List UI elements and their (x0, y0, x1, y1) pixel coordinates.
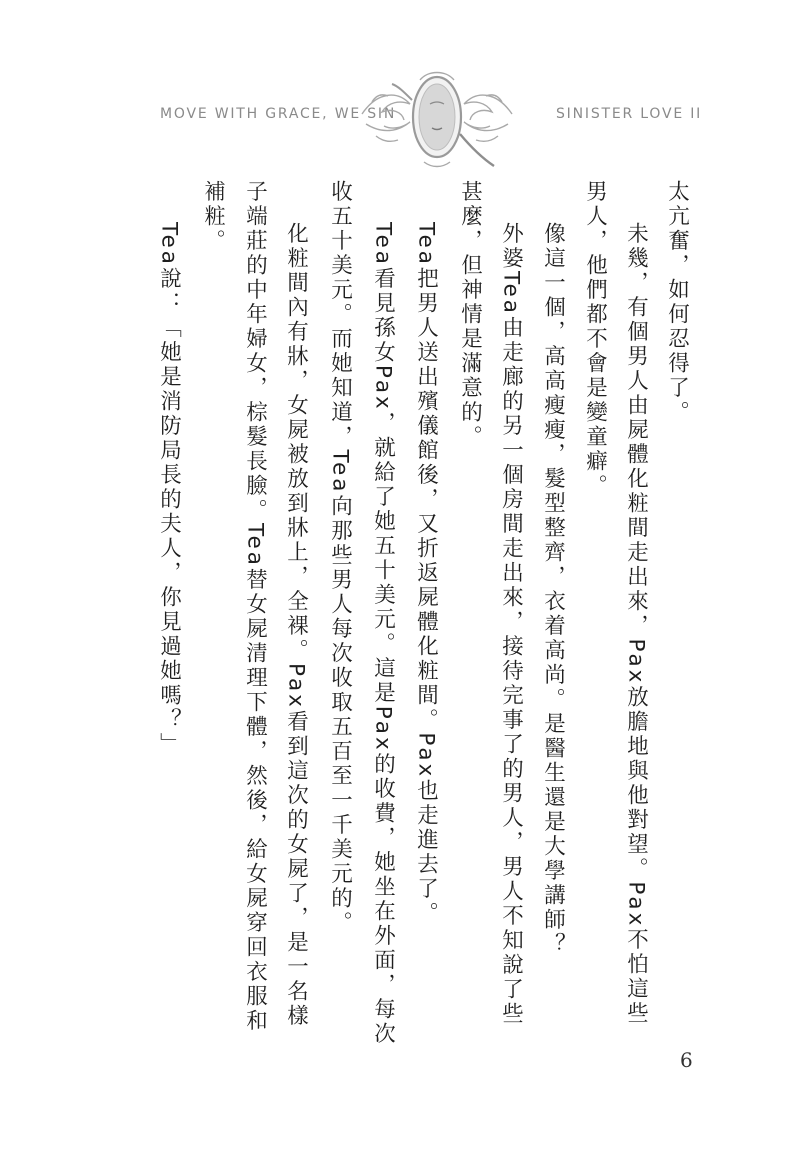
ornament-illustration (352, 62, 522, 172)
text-column: 補粧。 (200, 180, 226, 254)
text-column: 化粧間內有牀，女屍被放到牀上，全裸。Pax看到這次的女屍了，是一名樣 (283, 222, 309, 1029)
running-header-left: MOVE WITH GRACE, WE SIN (160, 106, 397, 122)
text-column: 收五十美元。而她知道，Tea向那些男人每次收取五百至一千美元的。 (327, 180, 353, 936)
text-column: 像這一個，高高瘦瘦，髮型整齊，衣着高尚。是醫生還是大學講師？ (540, 222, 566, 957)
text-column: 甚麼，但神情是滿意的。 (457, 180, 483, 450)
text-column: Tea說：「她是消防局長的夫人，你見過她嗎？」 (156, 222, 182, 757)
text-column: 太亢奮，如何忍得了。 (664, 180, 690, 425)
page-number: 6 (680, 1048, 693, 1072)
text-column: 未幾，有個男人由屍體化粧間走出來，Pax放膽地與他對望。Pax不怕這些 (623, 222, 649, 1027)
text-column: Tea看見孫女Pax，就給了她五十美元。這是Pax的收費，她坐在外面，每次 (370, 222, 396, 1047)
text-column: 子端莊的中年婦女，棕髮長臉。Tea替女屍清理下體，然後，給女屍穿回衣服和 (242, 180, 268, 1034)
text-column: 男人，他們都不會是變童癖。 (582, 180, 608, 499)
text-column: Tea把男人送出殯儀館後，又折返屍體化粧間。Pax也走進去了。 (413, 222, 439, 927)
text-column: 外婆Tea由走廊的另一個房間走出來，接待完事了的男人，男人不知說了些 (498, 222, 524, 1027)
running-header-right: SINISTER LOVE II (556, 106, 703, 122)
